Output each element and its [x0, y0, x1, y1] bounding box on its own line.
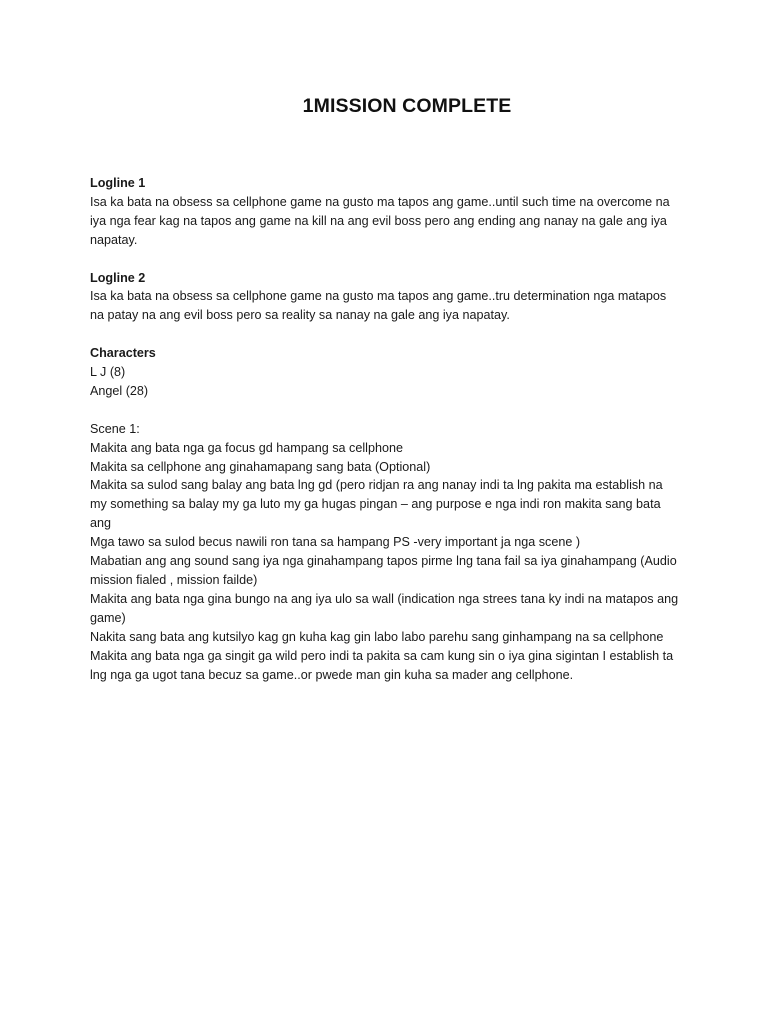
scene-1-line: game) — [90, 610, 126, 625]
logline-2-line: Isa ka bata na obsess sa cellphone game na gusto ma tapos ang game..tru determination nga matapos — [90, 289, 667, 304]
scene-1-line: ang — [90, 516, 112, 531]
scene-1-line: Nakita sang bata ang kutsilyo kag gn kuha kag gin labo labo parehu sang ginhampang na sa cellphone — [90, 629, 664, 644]
scene-1-line: my something sa balay my ga luto my ga hugas pingan – ang purpose e nga indi ron makita sang bata — [90, 497, 661, 512]
scene-1-line: Mga tawo sa sulod becus nawili ron tana sa hampang PS -very important ja nga scene ) — [90, 535, 581, 550]
logline-1-line: Isa ka bata na obsess sa cellphone game na gusto ma tapos ang game..until such time na overcome na — [90, 194, 670, 209]
paragraph-gap — [90, 401, 682, 420]
scene-1-line: mission fialed , mission failde) — [90, 572, 258, 587]
document-title: 1MISSION COMPLETE — [302, 95, 512, 117]
characters-heading: Characters — [90, 346, 156, 361]
scene-1-line: Makita ang bata nga ga focus gd hampang sa cellphone — [90, 440, 403, 455]
logline-1-line: napatay. — [90, 232, 138, 247]
scene-1-heading: Scene 1: — [90, 421, 140, 436]
scene-1-line: Makita sa sulod sang balay ang bata lng gd (pero ridjan ra ang nanay indi ta lng pakita ma establish na — [90, 478, 663, 493]
logline-2-heading: Logline 2 — [90, 270, 146, 285]
logline-1-line: iya nga fear kag na tapos ang game na kill na ang evil boss pero ang ending ang nanay na gale ang iya — [90, 213, 667, 228]
scene-1-line: Makita sa cellphone ang ginahamapang sang bata (Optional) — [90, 459, 431, 474]
document-body — [90, 174, 682, 684]
paragraph-gap — [90, 325, 682, 344]
scene-1-line: Mabatian ang ang sound sang iya nga ginahampang tapos pirme lng tana fail sa iya ginahampang (Audio — [90, 554, 677, 569]
character-item: L J (8) — [90, 365, 126, 380]
logline-1-heading: Logline 1 — [90, 176, 146, 190]
scene-1-line: lng nga ga ugot tana becuz sa game..or pwede man gin kuha sa mader ang cellphone. — [90, 667, 574, 682]
scene-1-line: Makita ang bata nga gina bungo na ang iya ulo sa wall (indication nga strees tana ky indi na matapos ang — [90, 591, 679, 606]
logline-2-line: na patay na ang evil boss pero sa reality sa nanay na gale ang iya napatay. — [90, 308, 510, 323]
character-item: Angel (28) — [90, 383, 149, 398]
scene-1-line: Makita ang bata nga ga singit ga wild pero indi ta pakita sa cam kung sin o iya gina sigintan I establish ta — [90, 648, 674, 663]
paragraph-gap — [90, 250, 682, 269]
